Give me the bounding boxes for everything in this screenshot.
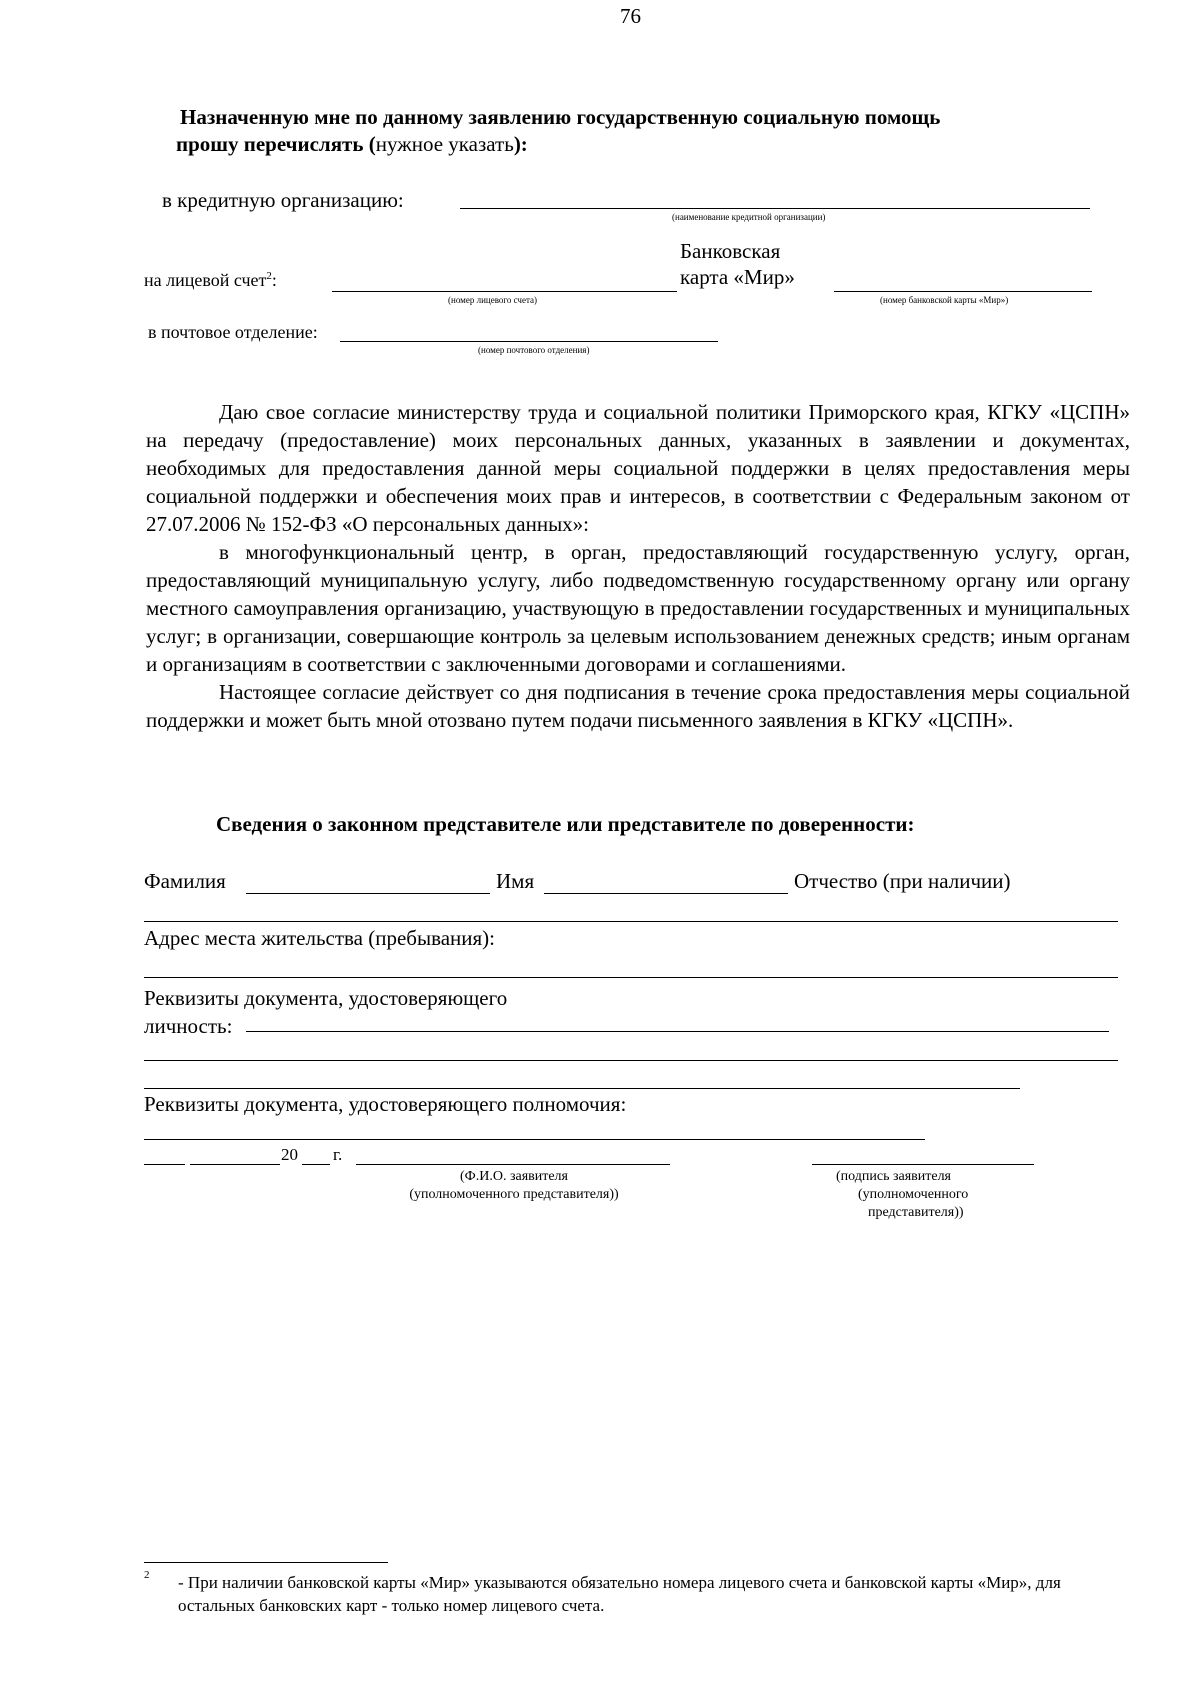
fio-hint: (Ф.И.О. заявителя (уполномоченного представителя))	[409, 1169, 619, 1202]
consent-text	[146, 398, 1130, 734]
post-office-hint: (номер почтового отделения)	[478, 345, 590, 355]
signature-hint: (подпись заявителя (уполномоченного представителя))	[836, 1169, 969, 1220]
id-document-field-2[interactable]	[144, 1060, 1118, 1061]
name-label: Имя	[496, 869, 535, 893]
address-field[interactable]	[144, 977, 1118, 978]
id-document-label: Реквизиты документа, удостоверяющего личность:	[144, 986, 508, 1038]
consent-paragraph-2: в многофункциональный центр, в орган, предоставляющий государственную услугу, орган, предоставляющий муниципальную услугу, либо подведомственную государственному органу или органу местного самоуправления организацию, участвующую в предоставлении государственных и муниципальных услуг; в организации, совершающие контроль за целевым использованием денежных средств; иным органам и организациям в соответствии с заключенными договорами и соглашениями.	[146, 540, 1130, 676]
applicant-signature-field[interactable]	[812, 1164, 1034, 1165]
account-number-hint: (номер лицевого счета)	[448, 295, 537, 305]
header-line-1: Назначенную мне по данному заявлению государственную социальную помощь	[180, 105, 941, 129]
applicant-fio-field[interactable]	[356, 1164, 670, 1165]
surname-field[interactable]	[246, 893, 490, 894]
year-prefix: 20	[281, 1145, 298, 1164]
surname-label: Фамилия	[144, 869, 226, 893]
patronymic-label: Отчество (при наличии)	[794, 869, 1011, 893]
mir-card-number-field[interactable]	[834, 291, 1092, 292]
mir-card-label: Банковская карта «Мир»	[680, 239, 795, 289]
authority-document-label: Реквизиты документа, удостоверяющего полномочия:	[144, 1092, 627, 1116]
address-label: Адрес места жительства (пребывания):	[144, 926, 496, 950]
patronymic-field[interactable]	[144, 921, 1118, 922]
footnote-separator	[144, 1562, 388, 1563]
mir-card-number-hint: (номер банковской карты «Мир»)	[880, 295, 1009, 305]
header-line-2: прошу перечислять (нужное указать):	[176, 132, 528, 156]
credit-org-field[interactable]	[460, 208, 1090, 209]
post-office-label: в почтовое отделение:	[148, 322, 318, 342]
representative-title: Сведения о законном представителе или представителе по доверенности:	[216, 812, 915, 836]
section-header	[176, 104, 941, 158]
footnote-text: - При наличии банковской карты «Мир» указываются обязательно номера лицевого счета и банковской карты «Мир», для остальных банковских карт - только номер лицевого счета.	[178, 1573, 1061, 1615]
name-field[interactable]	[544, 893, 788, 894]
id-document-field-3[interactable]	[144, 1088, 1020, 1089]
year-suffix: г.	[333, 1145, 343, 1164]
credit-org-label: в кредитную организацию:	[162, 188, 404, 212]
page-number: 76	[620, 4, 641, 28]
authority-document-field[interactable]	[144, 1139, 925, 1140]
date-year-field[interactable]	[302, 1164, 330, 1165]
date-day-field[interactable]	[144, 1164, 185, 1165]
post-office-field[interactable]	[340, 341, 718, 342]
date-month-field[interactable]	[190, 1164, 280, 1165]
consent-paragraph-1: Даю свое согласие министерству труда и социальной политики Приморского края, КГКУ «ЦСПН» на передачу (предоставление) моих персональных данных, указанных в заявлении и документах, необходимых для предоставления данной меры социальной поддержки в целях предоставления меры социальной поддержки и обеспечения моих прав и интересов, в соответствии с Федеральным законом от 27.07.2006 № 152-ФЗ «О персональных данных»:	[146, 400, 1130, 536]
footnote-mark: 2	[144, 1569, 150, 1581]
credit-org-hint: (наименование кредитной организации)	[672, 212, 826, 222]
id-document-field[interactable]	[246, 1031, 1109, 1032]
account-label: на лицевой счет$^2$:	[144, 270, 277, 290]
account-number-field[interactable]	[332, 291, 677, 292]
consent-paragraph-3: Настоящее согласие действует со дня подписания в течение срока предоставления меры социальной поддержки и может быть мной отозвано путем подачи письменного заявления в КГКУ «ЦСПН».	[146, 680, 1130, 732]
